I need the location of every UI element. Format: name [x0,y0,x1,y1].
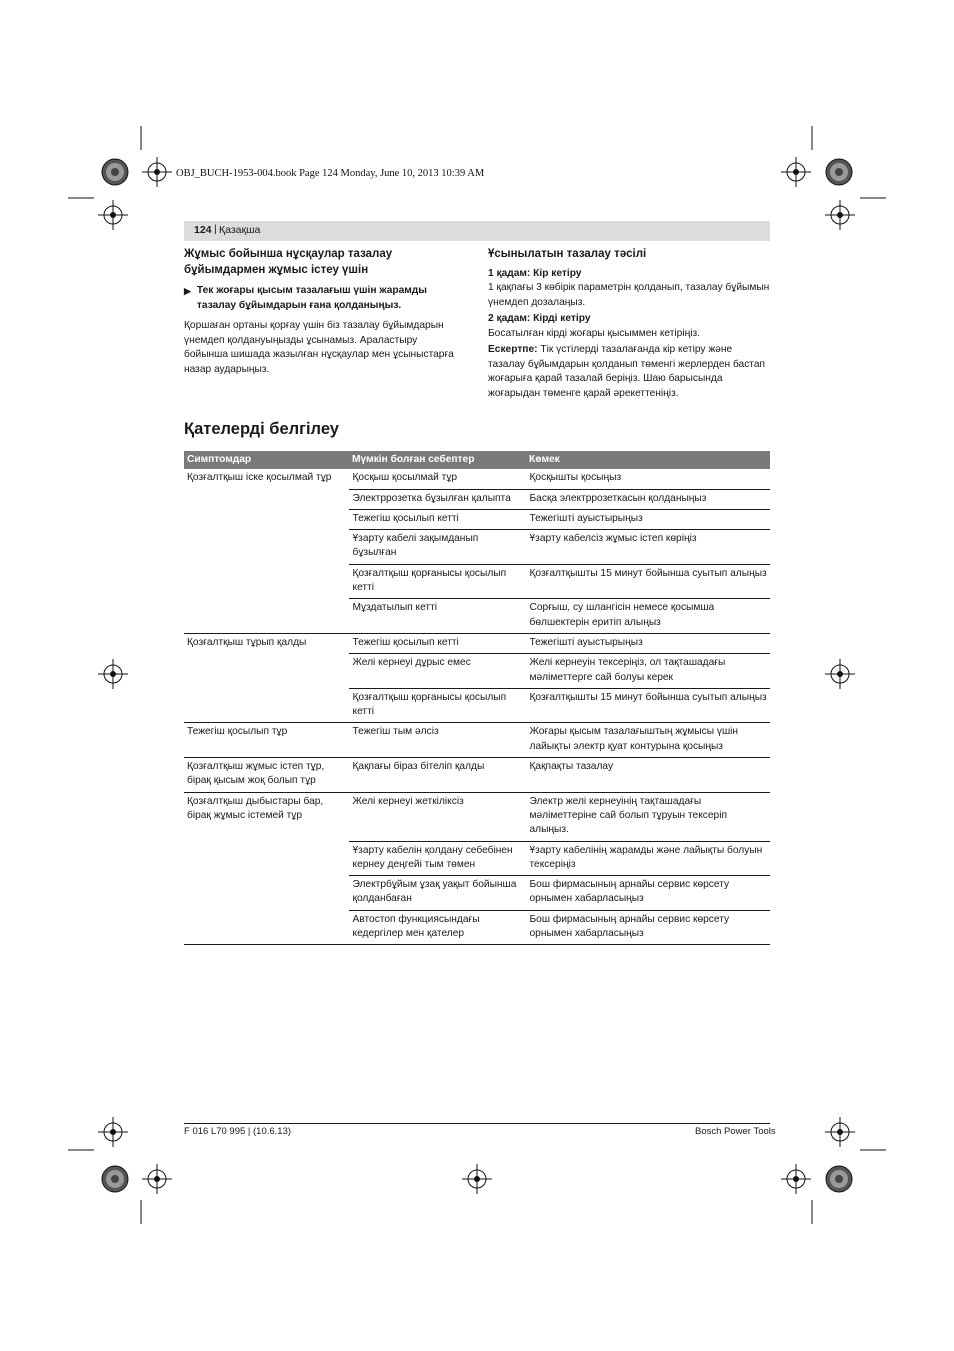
table-row [184,469,770,489]
remedy-cell: Сорғыш, су шлангісін немесе қосымша бөлшектерін еритіп алыңыз [526,599,770,634]
symptom-cell: Қозғалтқыш тұрып қалды [184,633,349,722]
right-column [488,247,770,401]
cause-cell: Автостоп функциясындағы кедергілер мен қателер [349,910,526,945]
left-heading: Жұмыс бойынша нұсқаулар тазалау бұйымдармен жұмыс істеу үшін [184,248,393,276]
remedy-cell: Тежегішті ауыстырыңыз [526,509,770,529]
remedy-cell: Қозғалтқышты 15 минут бойынша суытып алыңыз [526,688,770,723]
cause-cell: Қосқыш қосылмай тұр [349,469,526,489]
table-row [184,633,770,653]
symptom-cell: Тежегіш қосылып тұр [184,723,349,758]
section-title: Қателерді белгілеу [184,420,339,438]
step2-text: Босатылған кірді жоғары қысыммен кетіріңіз. [488,327,701,339]
cause-cell: Тежегіш қосылып кетті [349,633,526,653]
table-row [184,723,770,758]
header-separator: | [214,223,217,235]
footer-brand: Bosch Power Tools [695,1126,776,1137]
symptom-cell: Қозғалтқыш жұмыс істеп тұр, бірақ қысым жоқ болып тұр [184,758,349,793]
bullet-text: Тек жоғары қысым тазалағыш үшін жарамды тазалау бұйымдарын ғана қолданыңыз. [196,285,427,311]
column-header: Мүмкін болған себептер [349,451,526,469]
troubleshooting-table [184,451,770,945]
remedy-cell: Қозғалтқышты 15 минут бойынша суытып алыңыз [526,564,770,599]
step2-title: 2 қадам: Кірді кетіру [488,313,591,324]
cause-cell: Электррозетка бұзылған қалыпта [349,489,526,509]
remedy-cell: Жоғары қысым тазалағыштың жұмысы үшін лайықты электр қуат контурына қосыңыз [526,723,770,758]
cause-cell: Электрбұйым ұзақ уақыт бойынша қолданбаған [349,876,526,911]
cause-cell: Тежегіш тым әлсіз [349,723,526,758]
footer-rule [184,1123,770,1124]
header-language: Қазақша [219,224,261,236]
remedy-cell: Ұзарту кабелсіз жұмыс істеп көріңіз [526,530,770,565]
page-header-bar [184,221,770,241]
right-heading: Ұсынылатын тазалау тәсілі [488,248,647,260]
remedy-cell: Бош фирмасының арнайы сервис көрсету орнымен хабарласыңыз [526,876,770,911]
remedy-cell: Ұзарту кабелінің жарамды және лайықты болуын тексеріңіз [526,841,770,876]
cause-cell: Желі кернеуі дұрыс емес [349,654,526,689]
page-number: 124 [194,224,212,236]
remedy-cell: Қақпақты тазалау [526,758,770,793]
bullet-triangle-icon: ▶ [184,286,191,296]
left-paragraph: Қоршаған ортаны қорғау үшін біз тазалау бұйымдарын үнемдеп қолдануыңызды ұсынамыз. Араластыру бойынша шишада жазылған нұсқаулар мен ұсыныстарға назар аударыңыз. [184,320,454,375]
cause-cell: Ұзарту кабелі зақымданып бұзылған [349,530,526,565]
symptom-cell: Қозғалтқыш іске қосылмай тұр [184,469,349,633]
cause-cell: Мұздатылып кетті [349,599,526,634]
remedy-cell: Электр желі кернеуінің тақташадағы мәліметтеріне сай болып тұруын тексеріп алыңыз. [526,792,770,841]
table-row [184,758,770,793]
footer-document-code: F 016 L70 995 | (10.6.13) [184,1126,292,1137]
bullet-item [184,284,464,313]
remedy-cell: Желі кернеуін тексеріңіз, ол тақташадағы мәліметтерге сай болуы керек [526,654,770,689]
table-header-row [184,451,770,469]
cause-cell: Ұзарту кабелін қолдану себебінен кернеу деңгейі тым төмен [349,841,526,876]
note-label: Ескертпе: [488,344,538,355]
cause-cell: Қозғалтқыш қорғанысы қосылып кетті [349,688,526,723]
table-row [184,792,770,841]
book-info-line: OBJ_BUCH-1953-004.book Page 124 Monday, June 10, 2013 10:39 AM [176,168,485,179]
remedy-cell: Бош фирмасының арнайы сервис көрсету орнымен хабарласыңыз [526,910,770,945]
left-column [184,247,464,377]
note [488,343,770,401]
cause-cell: Тежегіш қосылып кетті [349,509,526,529]
column-header: Симптомдар [184,451,349,469]
remedy-cell: Тежегішті ауыстырыңыз [526,633,770,653]
cause-cell: Қозғалтқыш қорғанысы қосылып кетті [349,564,526,599]
cause-cell: Желі кернеуі жеткіліксіз [349,792,526,841]
note-text: Тік үстілерді тазалағанда кір кетіру және тазалау бұйымдарын қолданып төменгі жерлерден бастап жоғарыға қарай тазалай беріңіз. Шаю барысында жоғарыдан төменге қарай әрекеттеніңіз. [488,344,766,399]
remedy-cell: Басқа электррозеткасын қолданыңыз [526,489,770,509]
cause-cell: Қақпағы біраз бітеліп қалды [349,758,526,793]
symptom-cell: Қозғалтқыш дыбыстары бар, бірақ жұмыс істемей тұр [184,792,349,945]
step1-title: 1 қадам: Кір кетіру [488,267,582,279]
step1-text: 1 қақпағы 3 көбірік параметрін қолданып, тазалау бұйымын үнемдеп дозалаңыз. [488,282,770,308]
column-header: Көмек [526,451,770,469]
remedy-cell: Қосқышты қосыңыз [526,469,770,489]
